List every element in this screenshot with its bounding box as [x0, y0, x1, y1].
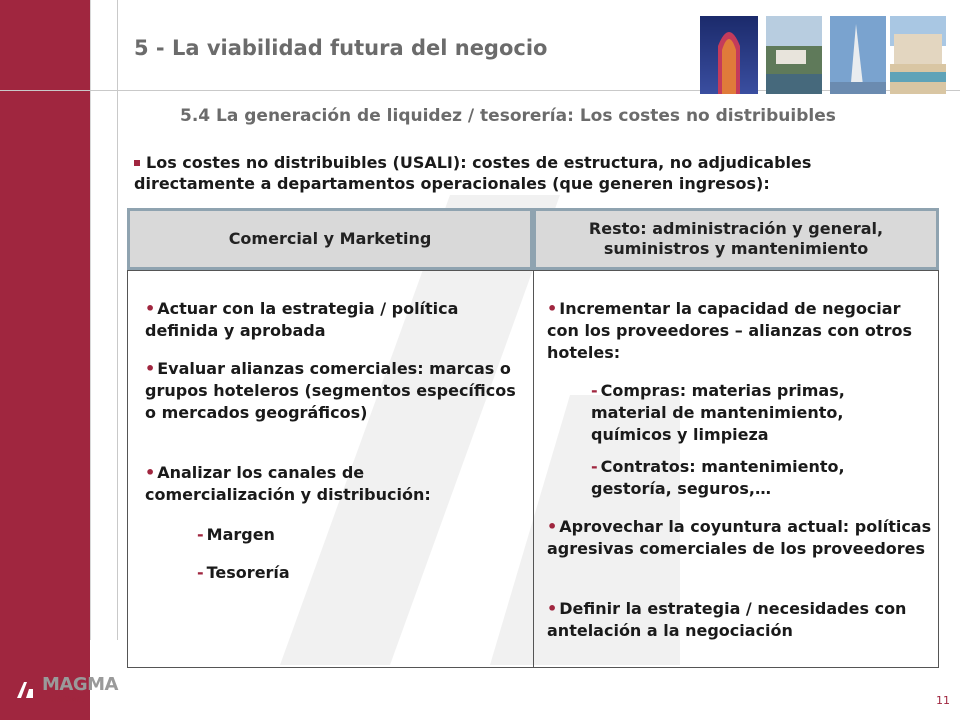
list-item: • Incrementar la capacidad de negociar con los proveedores – alianzas con otros hoteles:: [547, 299, 912, 362]
bullet-dot-icon: •: [145, 463, 156, 482]
list-item: • Actuar con la estrategia / política definida y aprobada: [145, 299, 459, 340]
magma-logo-icon: [12, 678, 38, 702]
coast-photo: [766, 16, 822, 94]
column-header-commercial: Comercial y Marketing: [127, 208, 533, 270]
burj-photo: [830, 16, 886, 94]
square-bullet-icon: [134, 160, 140, 166]
bullet-dot-icon: •: [547, 299, 558, 318]
resort-photo: [890, 16, 946, 94]
vertical-divider: [117, 0, 118, 640]
page-title: 5 - La viabilidad futura del negocio: [134, 36, 548, 60]
logo-text: MAGMA: [42, 674, 118, 695]
bullet-dot-icon: •: [145, 299, 156, 318]
sub-list-item: - Compras: materias primas, material de mantenimiento, químicos y limpieza: [591, 381, 845, 444]
list-item: • Analizar los canales de comercialización y distribución:: [145, 463, 431, 504]
section-subtitle: 5.4 La generación de liquidez / tesorería: Los costes no distribuibles: [180, 106, 836, 126]
bullet-dot-icon: •: [547, 517, 558, 536]
sub-list-item: - Margen: [197, 525, 275, 544]
cost-table: [127, 208, 939, 668]
column-header-rest: Resto: administración y general, suministros y mantenimiento: [533, 208, 939, 270]
bullet-dot-icon: •: [547, 599, 558, 618]
logo-subtext: TURISMO: [43, 695, 85, 704]
sub-list-item: - Tesorería: [197, 563, 290, 582]
page-number: 11: [936, 694, 950, 707]
intro-paragraph: [134, 152, 934, 194]
left-brand-bar: [0, 0, 90, 720]
intro-text: Los costes no distribuibles (USALI): costes de estructura, no adjudicables directamente a departamentos operacionales (que generen ingresos):: [134, 153, 812, 193]
bullet-dot-icon: •: [145, 359, 156, 378]
vertical-divider: [90, 0, 91, 640]
list-item: • Evaluar alianzas comerciales: marcas o grupos hoteleros (segmentos específicos o mercados geográficos): [145, 359, 516, 422]
list-item: • Aprovechar la coyuntura actual: políticas agresivas comerciales de los proveedores: [547, 517, 932, 558]
tower-photo: [700, 16, 758, 94]
sub-list-item: - Contratos: mantenimiento, gestoría, seguros,…: [591, 457, 845, 498]
list-item: • Definir la estrategia / necesidades con antelación a la negociación: [547, 599, 907, 640]
